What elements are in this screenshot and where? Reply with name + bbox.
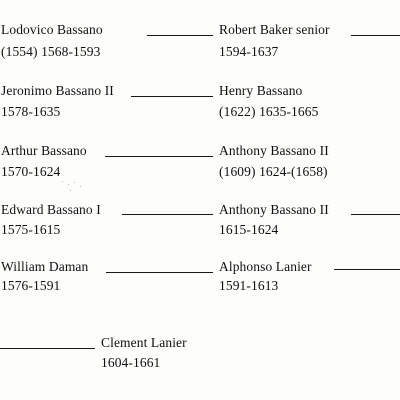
left-entry-1-dates: (1554) 1568-1593 (1, 44, 101, 59)
left-entry-5-dates: 1576-1591 (1, 278, 61, 293)
right-entry-3-name: Anthony Bassano II (219, 143, 329, 158)
scan-speck (80, 186, 81, 187)
scan-speck (68, 184, 69, 185)
left-entry-4-dates: 1575-1615 (1, 222, 61, 237)
scan-speck (62, 181, 63, 182)
left-entry-3-name: Arthur Bassano (1, 143, 87, 158)
left-entry-4-name: Edward Bassano I (1, 202, 101, 217)
right-entry-2-dates: (1622) 1635-1665 (219, 104, 319, 119)
scan-speck (74, 182, 75, 183)
succession-connector-4 (122, 214, 213, 215)
left-entry-3-dates: 1570-1624 (1, 164, 61, 179)
succession-connector-5 (106, 272, 213, 273)
right-entry-1-dates: 1594-1637 (219, 44, 279, 59)
bottom-entry-name: Clement Lanier (101, 335, 187, 350)
right-entry-4-name: Anthony Bassano II (219, 202, 329, 217)
right-entry-2-name: Henry Bassano (219, 83, 303, 98)
right-entry-3-dates: (1609) 1624-(1658) (219, 164, 328, 179)
succession-connector-1b (351, 35, 400, 36)
succession-connector-3 (105, 156, 213, 157)
succession-connector-4b (351, 214, 400, 215)
bottom-entry-dates: 1604-1661 (101, 355, 161, 370)
left-entry-1-name: Lodovico Bassano (1, 22, 103, 37)
succession-connector-5b (334, 269, 400, 270)
left-entry-5-name: William Daman (1, 259, 89, 274)
left-entry-2-dates: 1578-1635 (1, 104, 61, 119)
right-entry-4-dates: 1615-1624 (219, 222, 279, 237)
right-entry-5-name: Alphonso Lanier (219, 259, 312, 274)
right-entry-1-name: Robert Baker senior (219, 22, 330, 37)
scan-speck (70, 190, 71, 191)
right-entry-5-dates: 1591-1613 (219, 278, 279, 293)
left-entry-2-name: Jeronimo Bassano II (1, 83, 114, 98)
succession-connector-2 (131, 96, 213, 97)
succession-connector-6 (0, 348, 95, 349)
succession-connector-1 (147, 35, 213, 36)
